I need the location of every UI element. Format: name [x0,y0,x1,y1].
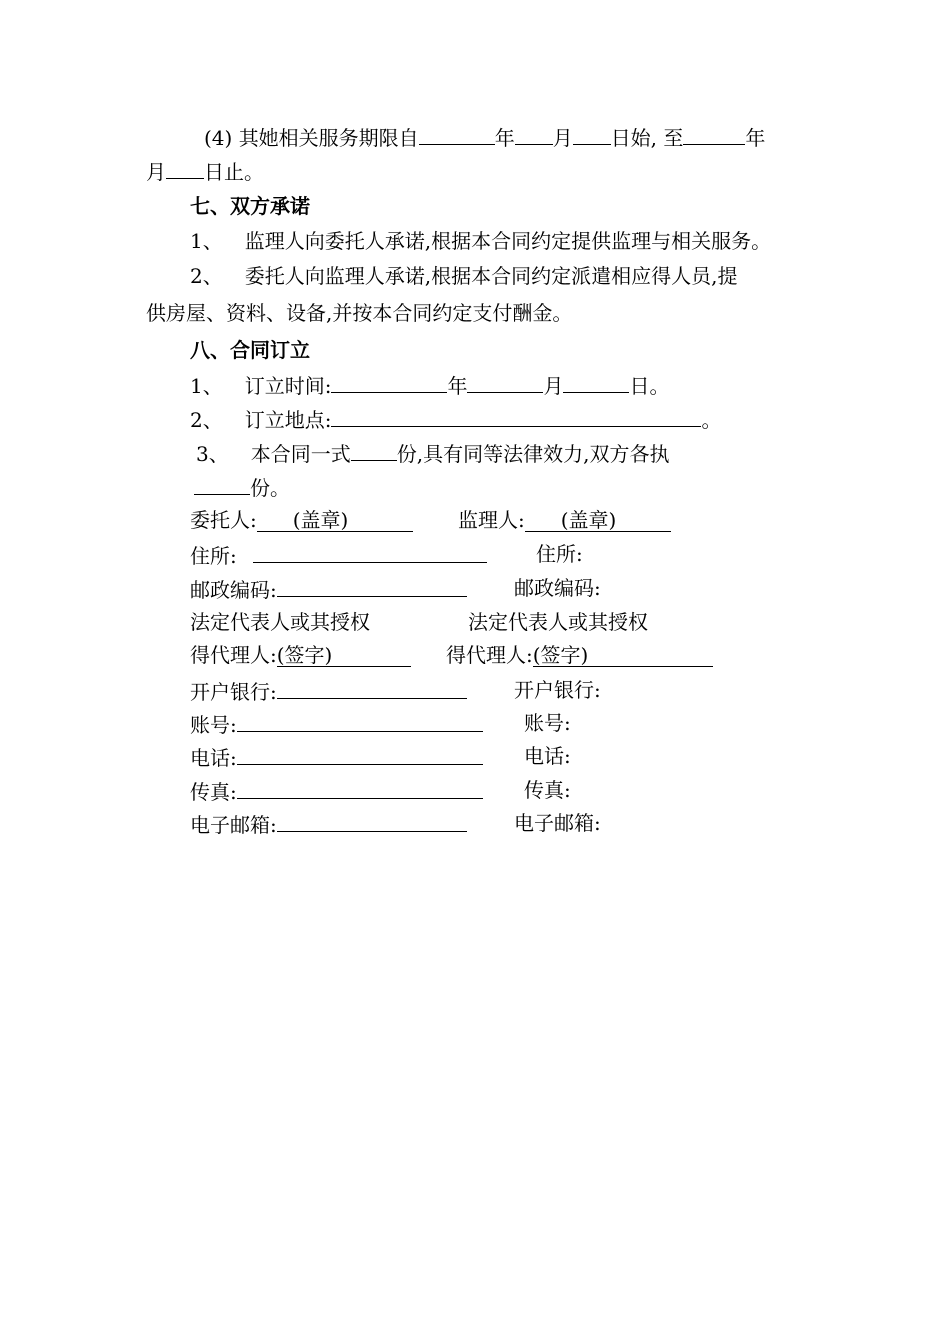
period-end-year-blank[interactable] [683,124,745,145]
period-start-year-blank[interactable] [419,124,495,145]
service-period-line-2 [146,158,264,184]
section-8-heading: 八、合同订立 [190,338,310,362]
postcode-right-row: 邮政编码: [514,576,601,600]
account-right-row: 账号: [524,711,571,735]
client-address-field[interactable] [253,542,487,563]
signing-day-blank[interactable] [563,372,629,393]
bank-left-row: 开户银行: [190,678,467,704]
client-postcode-field[interactable] [277,576,467,597]
address-right-row: 住所: [536,542,583,566]
section-7-item-2: 2、 委托人向监理人承诺,根据本合同约定派遣相应得人员,提 [190,264,738,288]
month-end-label: 月 [146,160,166,184]
year-end-label: 年 [745,126,766,150]
section-7-item-1: 1、 监理人向委托人承诺,根据本合同约定提供监理与相关服务。 [190,229,772,253]
supervisor-seal-field[interactable]: (盖章) [525,509,671,532]
signing-month-blank[interactable] [467,372,543,393]
rep-right-row-b: 得代理人:(签字) [446,643,713,669]
rep-right-row-a: 法定代表人或其授权 [468,610,648,634]
day-end-label: 日止。 [204,160,264,184]
signing-year-blank[interactable] [331,372,447,393]
fax-right-row: 传真: [524,778,571,802]
copies-total-blank[interactable] [351,440,397,461]
month-label: 月 [552,126,573,150]
bank-right-row: 开户银行: [514,678,601,702]
section-8-item-3-cont: 份。 [194,474,290,500]
section-7-heading: 七、双方承诺 [190,194,310,218]
service-period-line-1 [204,124,765,150]
copies-each-blank[interactable] [194,474,250,495]
client-rep-sign-field[interactable]: (签字) [277,644,411,667]
postcode-left-row: 邮政编码: [190,576,467,602]
client-account-field[interactable] [237,711,483,732]
supervisor-rep-sign-field[interactable]: (签字) [533,644,713,667]
client-email-field[interactable] [277,811,467,832]
client-phone-field[interactable] [237,744,483,765]
supervisor-row: 监理人: (盖章) [458,508,671,534]
section-8-item-2: 2、 订立地点: 。 [190,408,722,432]
year-label: 年 [494,126,515,150]
rep-left-row-b: 得代理人:(签字) [190,643,411,669]
section-7-item-2-cont: 供房屋、资料、设备,并按本合同约定支付酬金。 [146,301,573,325]
phone-left-row: 电话: [190,744,483,770]
rep-left-row-a: 法定代表人或其授权 [190,610,370,634]
period-start-day-blank[interactable] [573,124,611,145]
day-start-label: 日始, 至 [610,126,684,150]
service-period-label: (4) 其她相关服务期限自 [204,126,419,150]
client-bank-field[interactable] [277,678,467,699]
signing-place-blank[interactable] [331,406,701,427]
section-8-item-3: 3、 本合同一式 份,具有同等法律效力,双方各执 [196,442,670,466]
fax-left-row: 传真: [190,778,483,804]
account-left-row: 账号: [190,711,483,737]
section-8-item-1: 1、 订立时间: 年 月 日。 [190,374,670,398]
email-left-row: 电子邮箱: [190,811,467,837]
email-right-row: 电子邮箱: [514,811,601,835]
address-left-row: 住所: [190,542,487,568]
period-end-day-blank[interactable] [166,158,204,179]
phone-right-row: 电话: [524,744,571,768]
period-start-month-blank[interactable] [515,124,553,145]
client-row: 委托人: (盖章) [190,508,413,534]
client-fax-field[interactable] [237,778,483,799]
client-seal-field[interactable]: (盖章) [257,509,413,532]
